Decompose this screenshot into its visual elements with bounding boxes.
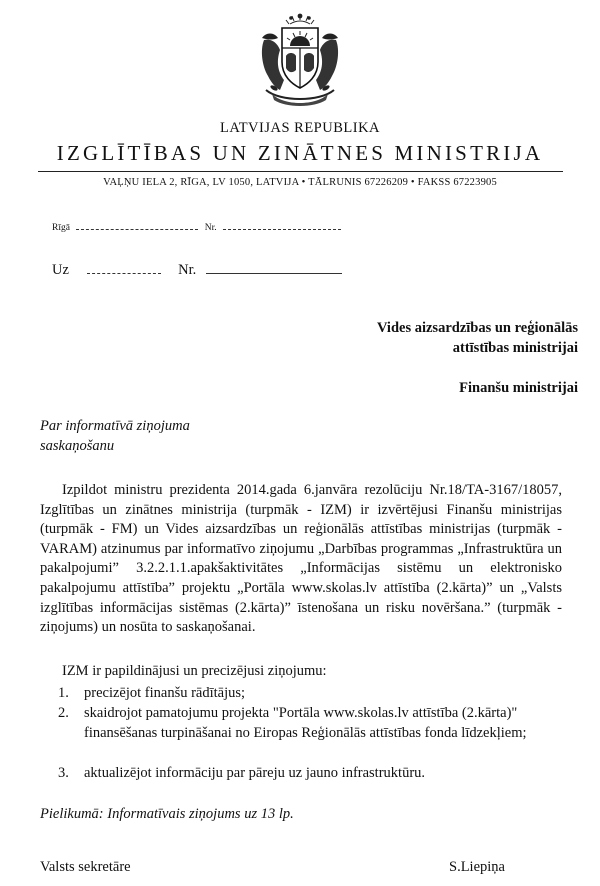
reference-line-place [52, 219, 341, 233]
number-label: Nr. [204, 223, 217, 233]
uz-field [87, 263, 161, 274]
recipient-varam-line2: attīstības ministrijai [452, 340, 578, 356]
place-label: Rīgā [52, 223, 70, 233]
uz-number-label: Nr. [178, 262, 197, 278]
list-item-text: precizējot finanšu rādītājus; [84, 685, 246, 701]
list-item-text: aktualizējot informāciju par pāreju uz jauno infrastruktūru. [84, 765, 426, 781]
signature-name: S.Liepiņa [449, 859, 505, 875]
latvia-coat-of-arms-icon [256, 10, 344, 108]
list-item [58, 704, 568, 764]
header-divider [38, 171, 563, 172]
uz-label: Uz [52, 262, 69, 278]
reference-line-uz [52, 262, 342, 279]
subject [40, 416, 190, 456]
ministry-heading: IZGLĪTĪBAS UN ZINĀTNES MINISTRIJA [56, 141, 544, 165]
body-paragraph-1: Izpildot ministru prezidenta 2014.gada 6.janvāra rezolūciju Nr.18/TA-3167/18057, Izglītības un zinātnes ministrija (turpmāk - IZM) ir izvērtējusi Finanšu ministrijas (turpmāk - FM) un Vides aizsardzības un reģionālās attīstības ministrijas (turpmāk - VARAM) atzinumus par informatīvo ziņojumu „Darbības programmas „Infrastruktūra un pakalpojumi” 3.2.2.1.1.apakšaktivitātes „Informācijas sistēmu un elektronisko pakalpojumu attīstība” projektu „Portāla www.skolas.lv attīstība (2.kārta)” un „Valsts izglītības informācijas sistēmas (2.kārta)” īstenošana un risku novēršana.” (turpmāk - ziņojums) un nosūta to saskaņošanai. [40, 482, 562, 636]
list-item-number: 3. [58, 765, 69, 781]
list-item [58, 684, 568, 704]
enclosure-note: Pielikumā: Informatīvais ziņojums uz 13 lp. [40, 806, 294, 822]
subject-line1: Par informatīvā ziņojuma [40, 418, 190, 434]
recipient-varam-line1: Vides aizsardzības un reģionālās [376, 320, 578, 336]
list-item [58, 764, 568, 784]
place-date-field [76, 219, 198, 230]
number-field [223, 219, 341, 230]
list-item-number: 1. [58, 685, 69, 701]
uz-number-field [206, 264, 342, 274]
recipient-varam [377, 318, 578, 358]
list-item-text: skaidrojot pamatojumu projekta "Portāla www.skolas.lv attīstība (2.kārta)" finansēšanas turpināšanai no Eiropas Reģionālās attīstības fonda līdzekļiem; [84, 705, 527, 741]
list-item-number: 2. [58, 705, 69, 721]
subject-line2: saskaņošanu [40, 438, 115, 454]
republic-heading: LATVIJAS REPUBLIKA [219, 120, 381, 136]
body-paragraph-2: IZM ir papildinājusi un precizējusi ziņojumu: [62, 663, 327, 679]
ministry-address: VAĻŅU IELA 2, RĪGA, LV 1050, LATVIJA • TĀLRUNIS 67226209 • FAKSS 67223905 [103, 177, 497, 188]
recipient-fm: Finanšu ministrijai [459, 380, 578, 396]
signature-title: Valsts sekretāre [40, 859, 131, 875]
